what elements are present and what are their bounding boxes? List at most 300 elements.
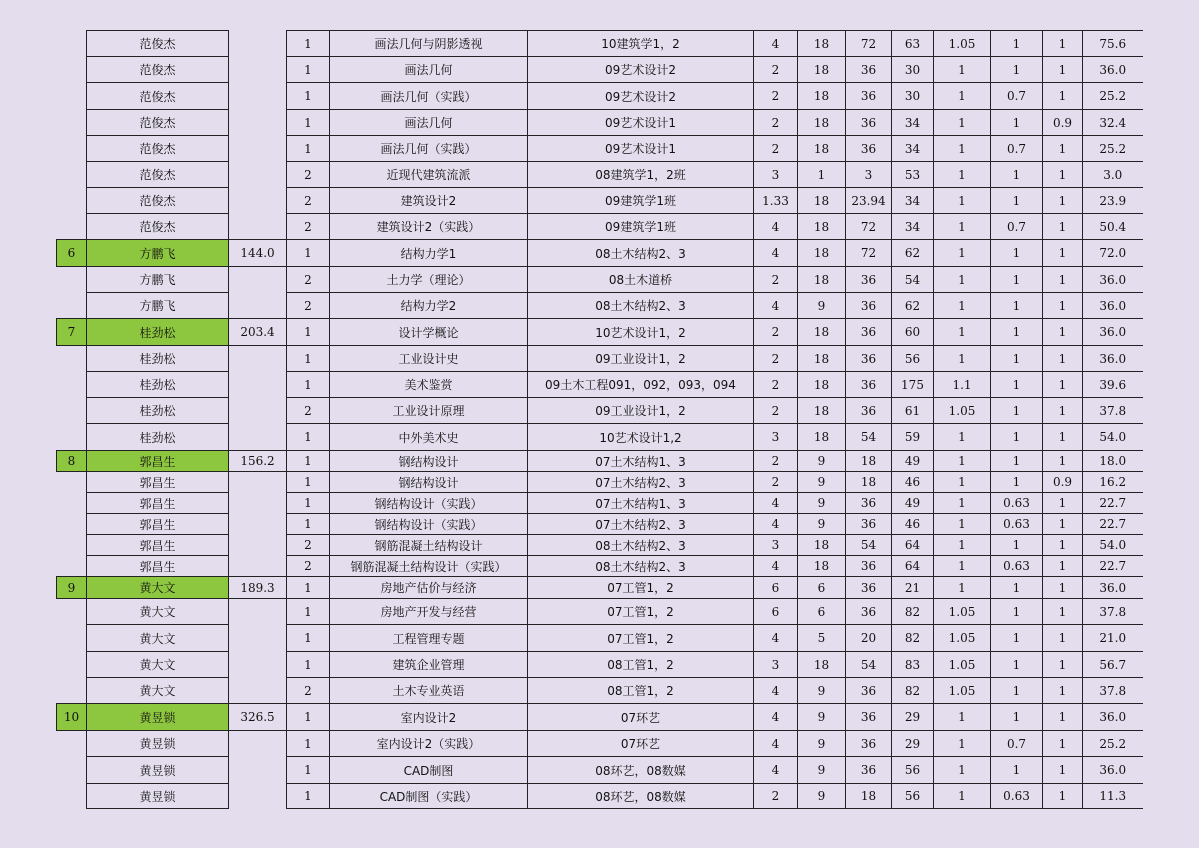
coefficient-1: 1.1 — [934, 372, 991, 398]
weekly-hours: 3 — [754, 535, 798, 556]
weeks-count: 18 — [798, 652, 846, 678]
term-cell: 2 — [287, 162, 330, 188]
term-cell: 2 — [287, 678, 330, 704]
table-row — [57, 240, 1143, 267]
workload-score: 25.2 — [1083, 136, 1143, 162]
table-row — [57, 83, 1143, 110]
class-name: 08土木结构2、3 — [528, 293, 754, 319]
weeks-count: 18 — [798, 267, 846, 293]
teacher-name: 郭昌生 — [87, 535, 229, 556]
workload-score: 22.7 — [1083, 514, 1143, 535]
course-name: 中外美术史 — [330, 424, 528, 451]
workload-score: 36.0 — [1083, 293, 1143, 319]
table-row — [57, 346, 1143, 372]
weekly-hours: 2 — [754, 57, 798, 83]
term-cell: 1 — [287, 757, 330, 784]
group-number: 8 — [57, 451, 87, 472]
table-row — [57, 372, 1143, 398]
weeks-count: 9 — [798, 472, 846, 493]
weeks-count: 1 — [798, 162, 846, 188]
group-total — [229, 162, 287, 188]
workload-score: 54.0 — [1083, 424, 1143, 451]
workload-score: 32.4 — [1083, 110, 1143, 136]
weeks-count: 9 — [798, 757, 846, 784]
class-name: 10艺术设计1，2 — [528, 319, 754, 346]
coefficient-3: 1 — [1043, 625, 1083, 652]
term-cell: 2 — [287, 398, 330, 424]
weekly-hours: 6 — [754, 577, 798, 599]
group-total — [229, 599, 287, 625]
group-total — [229, 293, 287, 319]
coefficient-1: 1 — [934, 535, 991, 556]
table-row — [57, 652, 1143, 678]
class-name: 08工管1，2 — [528, 652, 754, 678]
group-number — [57, 293, 87, 319]
group-number — [57, 731, 87, 757]
total-hours: 3 — [846, 162, 892, 188]
coefficient-3: 1 — [1043, 451, 1083, 472]
group-total — [229, 493, 287, 514]
group-number — [57, 267, 87, 293]
weekly-hours: 2 — [754, 83, 798, 110]
term-cell: 1 — [287, 472, 330, 493]
workload-score: 3.0 — [1083, 162, 1143, 188]
group-total — [229, 83, 287, 110]
teacher-name: 郭昌生 — [87, 493, 229, 514]
weekly-hours: 2 — [754, 784, 798, 809]
table-row — [57, 535, 1143, 556]
weekly-hours: 4 — [754, 514, 798, 535]
weeks-count: 18 — [798, 136, 846, 162]
term-cell: 1 — [287, 599, 330, 625]
group-total: 156.2 — [229, 451, 287, 472]
coefficient-3: 1 — [1043, 784, 1083, 809]
group-total — [229, 424, 287, 451]
coefficient-2: 1 — [991, 757, 1043, 784]
coefficient-3: 1 — [1043, 514, 1083, 535]
coefficient-2: 0.63 — [991, 493, 1043, 514]
workload-score: 36.0 — [1083, 346, 1143, 372]
class-name: 08环艺，08数媒 — [528, 757, 754, 784]
workload-score: 25.2 — [1083, 83, 1143, 110]
table-row — [57, 704, 1143, 731]
total-hours: 72 — [846, 31, 892, 57]
teacher-name: 黄大文 — [87, 625, 229, 652]
weeks-count: 9 — [798, 514, 846, 535]
class-name: 08土木结构2、3 — [528, 240, 754, 267]
coefficient-1: 1 — [934, 346, 991, 372]
group-number — [57, 372, 87, 398]
course-name: 室内设计2 — [330, 704, 528, 731]
workload-score: 50.4 — [1083, 214, 1143, 240]
weekly-hours: 4 — [754, 678, 798, 704]
student-count: 56 — [892, 346, 934, 372]
weeks-count: 9 — [798, 451, 846, 472]
weeks-count: 9 — [798, 493, 846, 514]
coefficient-3: 1 — [1043, 162, 1083, 188]
coefficient-3: 1 — [1043, 31, 1083, 57]
weekly-hours: 2 — [754, 451, 798, 472]
course-name: 结构力学2 — [330, 293, 528, 319]
weekly-hours: 3 — [754, 652, 798, 678]
coefficient-3: 1 — [1043, 136, 1083, 162]
coefficient-3: 1 — [1043, 704, 1083, 731]
table-row — [57, 625, 1143, 652]
group-total — [229, 136, 287, 162]
total-hours: 20 — [846, 625, 892, 652]
group-total — [229, 652, 287, 678]
course-name: 画法几何 — [330, 57, 528, 83]
coefficient-2: 1 — [991, 577, 1043, 599]
class-name: 08土木结构2、3 — [528, 556, 754, 577]
weeks-count: 18 — [798, 535, 846, 556]
coefficient-1: 1 — [934, 556, 991, 577]
group-total — [229, 514, 287, 535]
class-name: 09建筑学1班 — [528, 188, 754, 214]
student-count: 53 — [892, 162, 934, 188]
weeks-count: 18 — [798, 214, 846, 240]
term-cell: 2 — [287, 293, 330, 319]
table-row — [57, 188, 1143, 214]
group-number — [57, 346, 87, 372]
workload-score: 56.7 — [1083, 652, 1143, 678]
table-row — [57, 57, 1143, 83]
weeks-count: 18 — [798, 31, 846, 57]
workload-score: 18.0 — [1083, 451, 1143, 472]
total-hours: 18 — [846, 472, 892, 493]
course-name: 画法几何（实践） — [330, 83, 528, 110]
weekly-hours: 2 — [754, 319, 798, 346]
coefficient-3: 1 — [1043, 398, 1083, 424]
student-count: 60 — [892, 319, 934, 346]
course-name: 工业设计史 — [330, 346, 528, 372]
weekly-hours: 4 — [754, 240, 798, 267]
class-name: 08环艺，08数媒 — [528, 784, 754, 809]
student-count: 59 — [892, 424, 934, 451]
teacher-name: 范俊杰 — [87, 188, 229, 214]
weekly-hours: 1.33 — [754, 188, 798, 214]
coefficient-1: 1 — [934, 514, 991, 535]
coefficient-3: 1 — [1043, 319, 1083, 346]
coefficient-2: 1 — [991, 162, 1043, 188]
workload-score: 39.6 — [1083, 372, 1143, 398]
term-cell: 1 — [287, 514, 330, 535]
coefficient-1: 1 — [934, 577, 991, 599]
coefficient-2: 1 — [991, 293, 1043, 319]
group-number — [57, 625, 87, 652]
coefficient-2: 1 — [991, 535, 1043, 556]
teacher-name: 黄大文 — [87, 678, 229, 704]
workload-score: 16.2 — [1083, 472, 1143, 493]
coefficient-3: 1 — [1043, 240, 1083, 267]
class-name: 07土木结构2、3 — [528, 472, 754, 493]
student-count: 29 — [892, 731, 934, 757]
coefficient-2: 0.63 — [991, 784, 1043, 809]
coefficient-3: 1 — [1043, 652, 1083, 678]
total-hours: 36 — [846, 293, 892, 319]
workload-score: 22.7 — [1083, 493, 1143, 514]
coefficient-2: 1 — [991, 188, 1043, 214]
total-hours: 54 — [846, 424, 892, 451]
teacher-name: 范俊杰 — [87, 110, 229, 136]
course-name: 美术鉴赏 — [330, 372, 528, 398]
coefficient-1: 1 — [934, 319, 991, 346]
class-name: 09土木工程091，092，093，094 — [528, 372, 754, 398]
teacher-name: 范俊杰 — [87, 136, 229, 162]
weekly-hours: 4 — [754, 731, 798, 757]
coefficient-2: 1 — [991, 678, 1043, 704]
course-name: 设计学概论 — [330, 319, 528, 346]
group-number — [57, 652, 87, 678]
teacher-name: 范俊杰 — [87, 214, 229, 240]
class-name: 07土木结构1、3 — [528, 493, 754, 514]
coefficient-1: 1 — [934, 188, 991, 214]
table-row — [57, 136, 1143, 162]
workload-score: 37.8 — [1083, 678, 1143, 704]
course-name: 土力学（理论） — [330, 267, 528, 293]
term-cell: 1 — [287, 652, 330, 678]
teacher-name: 桂劲松 — [87, 346, 229, 372]
term-cell: 2 — [287, 556, 330, 577]
course-name: 房地产估价与经济 — [330, 577, 528, 599]
workload-score: 36.0 — [1083, 577, 1143, 599]
table-row — [57, 514, 1143, 535]
teacher-name: 黄昱锁 — [87, 731, 229, 757]
coefficient-1: 1 — [934, 472, 991, 493]
weekly-hours: 3 — [754, 424, 798, 451]
class-name: 07环艺 — [528, 704, 754, 731]
total-hours: 36 — [846, 398, 892, 424]
term-cell: 1 — [287, 136, 330, 162]
table-row — [57, 31, 1143, 57]
term-cell: 1 — [287, 240, 330, 267]
coefficient-2: 0.7 — [991, 83, 1043, 110]
group-number — [57, 188, 87, 214]
workload-score: 21.0 — [1083, 625, 1143, 652]
weeks-count: 9 — [798, 293, 846, 319]
class-name: 09艺术设计2 — [528, 57, 754, 83]
course-name: CAD制图 — [330, 757, 528, 784]
coefficient-1: 1 — [934, 162, 991, 188]
table-row — [57, 267, 1143, 293]
course-name: 钢结构设计（实践） — [330, 493, 528, 514]
class-name: 07土木结构2、3 — [528, 514, 754, 535]
teacher-name: 郭昌生 — [87, 514, 229, 535]
weeks-count: 9 — [798, 784, 846, 809]
student-count: 82 — [892, 625, 934, 652]
coefficient-3: 1 — [1043, 678, 1083, 704]
coefficient-1: 1 — [934, 136, 991, 162]
group-total — [229, 556, 287, 577]
total-hours: 36 — [846, 556, 892, 577]
student-count: 54 — [892, 267, 934, 293]
weeks-count: 9 — [798, 731, 846, 757]
total-hours: 36 — [846, 577, 892, 599]
term-cell: 2 — [287, 188, 330, 214]
class-name: 07工管1，2 — [528, 577, 754, 599]
term-cell: 1 — [287, 83, 330, 110]
course-name: 画法几何与阴影透视 — [330, 31, 528, 57]
workload-score: 25.2 — [1083, 731, 1143, 757]
course-name: 画法几何 — [330, 110, 528, 136]
coefficient-3: 0.9 — [1043, 472, 1083, 493]
coefficient-2: 1 — [991, 472, 1043, 493]
coefficient-2: 1 — [991, 625, 1043, 652]
coefficient-2: 1 — [991, 346, 1043, 372]
weeks-count: 5 — [798, 625, 846, 652]
coefficient-3: 1 — [1043, 346, 1083, 372]
coefficient-1: 1 — [934, 293, 991, 319]
weeks-count: 18 — [798, 110, 846, 136]
coefficient-2: 1 — [991, 398, 1043, 424]
teacher-name: 黄昱锁 — [87, 757, 229, 784]
student-count: 62 — [892, 240, 934, 267]
workload-score: 72.0 — [1083, 240, 1143, 267]
coefficient-3: 1 — [1043, 731, 1083, 757]
table-row — [57, 678, 1143, 704]
table-row — [57, 293, 1143, 319]
student-count: 175 — [892, 372, 934, 398]
coefficient-2: 1 — [991, 110, 1043, 136]
weekly-hours: 4 — [754, 704, 798, 731]
teacher-name: 黄大文 — [87, 652, 229, 678]
group-number: 6 — [57, 240, 87, 267]
workload-score: 36.0 — [1083, 267, 1143, 293]
group-total: 144.0 — [229, 240, 287, 267]
student-count: 56 — [892, 757, 934, 784]
course-name: 工业设计原理 — [330, 398, 528, 424]
coefficient-3: 1 — [1043, 83, 1083, 110]
weekly-hours: 4 — [754, 31, 798, 57]
table-row — [57, 556, 1143, 577]
total-hours: 72 — [846, 240, 892, 267]
workload-table — [56, 30, 1143, 809]
weeks-count: 18 — [798, 83, 846, 110]
group-total — [229, 57, 287, 83]
group-total — [229, 372, 287, 398]
course-name: 室内设计2（实践） — [330, 731, 528, 757]
table-row — [57, 398, 1143, 424]
student-count: 49 — [892, 451, 934, 472]
table-row — [57, 577, 1143, 599]
total-hours: 36 — [846, 346, 892, 372]
term-cell: 1 — [287, 346, 330, 372]
total-hours: 36 — [846, 493, 892, 514]
coefficient-2: 1 — [991, 652, 1043, 678]
student-count: 29 — [892, 704, 934, 731]
term-cell: 1 — [287, 372, 330, 398]
course-name: 结构力学1 — [330, 240, 528, 267]
total-hours: 18 — [846, 784, 892, 809]
coefficient-3: 1 — [1043, 757, 1083, 784]
student-count: 34 — [892, 214, 934, 240]
total-hours: 36 — [846, 57, 892, 83]
class-name: 08土木道桥 — [528, 267, 754, 293]
coefficient-1: 1.05 — [934, 625, 991, 652]
teacher-name: 黄昱锁 — [87, 704, 229, 731]
weeks-count: 18 — [798, 188, 846, 214]
class-name: 09工业设计1，2 — [528, 398, 754, 424]
student-count: 83 — [892, 652, 934, 678]
table-row — [57, 110, 1143, 136]
coefficient-1: 1 — [934, 451, 991, 472]
coefficient-2: 1 — [991, 319, 1043, 346]
weekly-hours: 4 — [754, 625, 798, 652]
total-hours: 18 — [846, 451, 892, 472]
teacher-name: 郭昌生 — [87, 556, 229, 577]
weeks-count: 18 — [798, 240, 846, 267]
class-name: 10艺术设计1,2 — [528, 424, 754, 451]
coefficient-1: 1 — [934, 731, 991, 757]
workload-score: 22.7 — [1083, 556, 1143, 577]
coefficient-2: 1 — [991, 451, 1043, 472]
workload-score: 37.8 — [1083, 398, 1143, 424]
teacher-name: 范俊杰 — [87, 31, 229, 57]
student-count: 34 — [892, 188, 934, 214]
teacher-name: 桂劲松 — [87, 398, 229, 424]
total-hours: 36 — [846, 704, 892, 731]
total-hours: 36 — [846, 319, 892, 346]
coefficient-3: 1 — [1043, 424, 1083, 451]
weekly-hours: 2 — [754, 472, 798, 493]
table-row — [57, 451, 1143, 472]
group-number — [57, 556, 87, 577]
group-number: 9 — [57, 577, 87, 599]
course-name: 钢结构设计 — [330, 451, 528, 472]
group-total — [229, 784, 287, 809]
workload-score: 54.0 — [1083, 535, 1143, 556]
course-name: 画法几何（实践） — [330, 136, 528, 162]
total-hours: 72 — [846, 214, 892, 240]
coefficient-2: 0.7 — [991, 136, 1043, 162]
coefficient-1: 1.05 — [934, 599, 991, 625]
student-count: 82 — [892, 599, 934, 625]
coefficient-1: 1 — [934, 110, 991, 136]
student-count: 30 — [892, 57, 934, 83]
teacher-name: 范俊杰 — [87, 57, 229, 83]
course-name: 钢结构设计（实践） — [330, 514, 528, 535]
student-count: 63 — [892, 31, 934, 57]
total-hours: 36 — [846, 514, 892, 535]
table-row — [57, 319, 1143, 346]
coefficient-3: 0.9 — [1043, 110, 1083, 136]
group-number: 10 — [57, 704, 87, 731]
group-number — [57, 493, 87, 514]
teacher-name: 桂劲松 — [87, 424, 229, 451]
term-cell: 1 — [287, 625, 330, 652]
group-total — [229, 678, 287, 704]
coefficient-1: 1 — [934, 57, 991, 83]
weekly-hours: 4 — [754, 556, 798, 577]
course-name: 工程管理专题 — [330, 625, 528, 652]
coefficient-3: 1 — [1043, 599, 1083, 625]
weeks-count: 18 — [798, 398, 846, 424]
coefficient-3: 1 — [1043, 556, 1083, 577]
weeks-count: 6 — [798, 599, 846, 625]
group-total: 326.5 — [229, 704, 287, 731]
class-name: 08工管1，2 — [528, 678, 754, 704]
weeks-count: 9 — [798, 678, 846, 704]
coefficient-1: 1 — [934, 424, 991, 451]
class-name: 08建筑学1，2班 — [528, 162, 754, 188]
class-name: 07工管1，2 — [528, 599, 754, 625]
table-row — [57, 731, 1143, 757]
workload-score: 36.0 — [1083, 57, 1143, 83]
coefficient-2: 0.7 — [991, 214, 1043, 240]
group-total — [229, 346, 287, 372]
group-number — [57, 110, 87, 136]
teacher-name: 黄昱锁 — [87, 784, 229, 809]
